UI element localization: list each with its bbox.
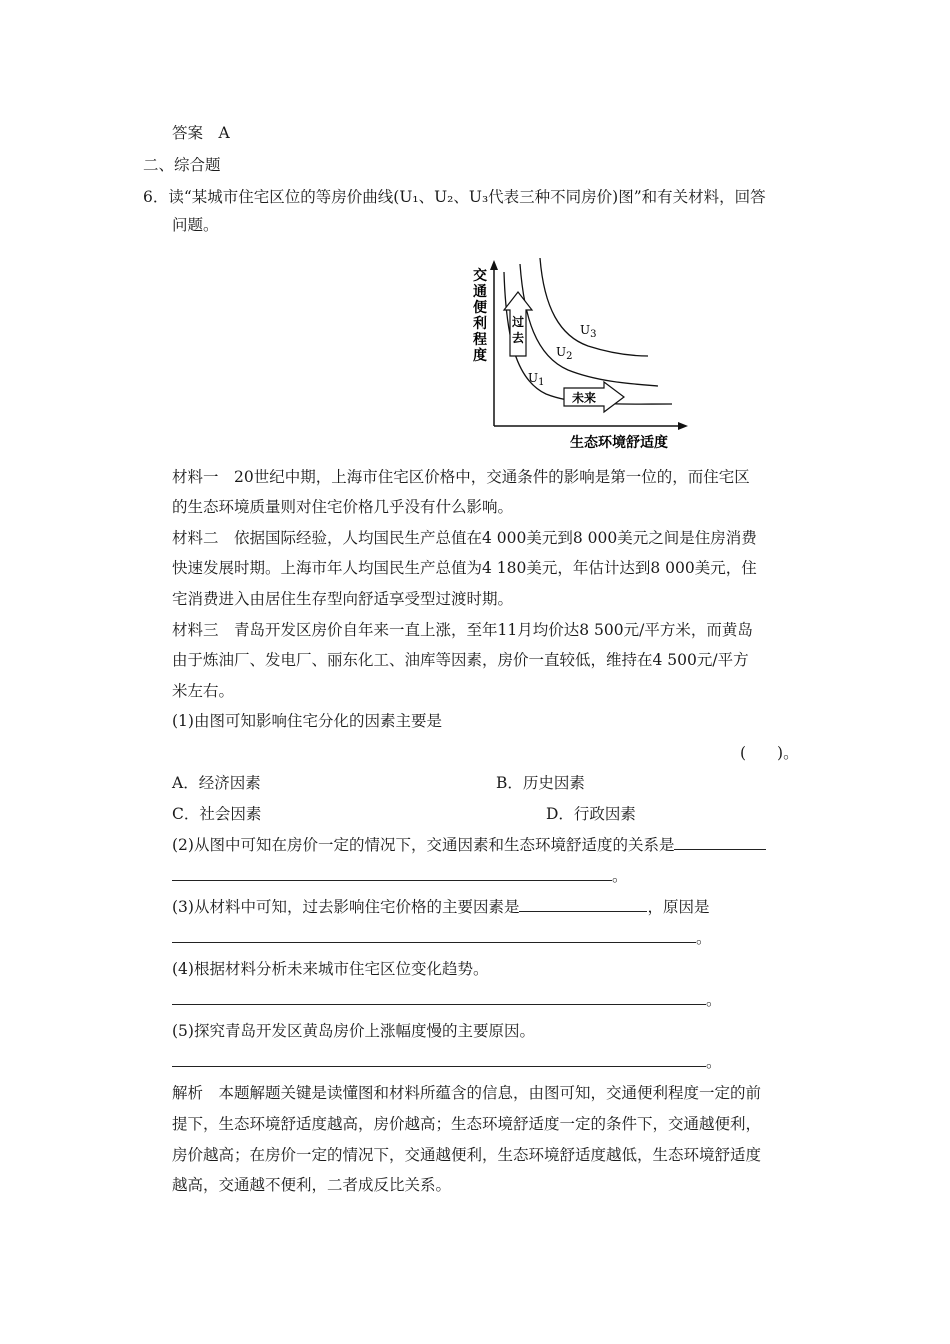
q4-text: (4)根据材料分析未来城市住宅区位变化趋势。	[172, 960, 489, 978]
analysis-line4: 越高，交通越不便利，二者成反比关系。	[172, 1176, 452, 1194]
q3-answer-blank-2[interactable]	[172, 928, 696, 943]
q1-option-b: B．历史因素	[496, 774, 585, 792]
past-arrow-label-char-2: 去	[511, 331, 525, 345]
y-axis-label-char-3: 便	[473, 300, 487, 316]
q5-text: (5)探究青岛开发区黄岛房价上涨幅度慢的主要原因。	[172, 1022, 535, 1040]
figure-svg	[468, 258, 692, 454]
q1-option-c: C．社会因素	[172, 805, 262, 823]
question-number: 6．	[143, 188, 169, 206]
question-stem-line1	[143, 187, 766, 207]
q4-end: 。	[706, 991, 722, 1009]
analysis-line3: 房价越高；在房价一定的情况下，交通越便利，生态环境舒适度越低，生态环境舒适度	[172, 1146, 762, 1164]
section-title: 二、综合题	[143, 156, 221, 174]
iso-price-curve-figure	[468, 258, 692, 454]
q2-answer-blank-1[interactable]	[674, 835, 766, 850]
analysis-line2: 提下，生态环境舒适度越高，房价越高；生态环境舒适度一定的条件下，交通越便利，	[172, 1115, 762, 1133]
q3-end: 。	[696, 929, 712, 947]
material-3-line2: 由于炼油厂、发电厂、丽东化工、油库等因素，房价一直较低，维持在4 500元/平方	[172, 651, 749, 669]
curve-label-u1: $U_1$	[528, 371, 545, 388]
answer-line: 答案 A	[172, 124, 230, 142]
q5-answer-blank[interactable]	[172, 1052, 706, 1067]
future-arrow-label: 未来	[571, 391, 597, 405]
material-3-line1: 材料三 青岛开发区房价自年来一直上涨，至年11月均价达8 500元/平方米，而黄岛	[172, 621, 753, 639]
q3-mid: ，原因是	[647, 898, 710, 916]
y-axis-arrowhead	[490, 260, 498, 270]
material-2-line3: 宅消费进入由居住生存型向舒适享受型过渡时期。	[172, 590, 514, 608]
q1-text: (1)由图可知影响住宅分化的因素主要是	[172, 712, 442, 730]
q2-line1	[172, 835, 766, 855]
q2-text: (2)从图中可知在房价一定的情况下，交通因素和生态环境舒适度的关系是	[172, 836, 675, 854]
q3-line1	[172, 897, 709, 917]
question-stem-line2: 问题。	[172, 216, 219, 234]
q3-line2	[172, 928, 712, 948]
y-axis-label-char-2: 通	[473, 284, 487, 300]
x-axis-arrowhead	[678, 422, 688, 430]
q1-option-a: A．经济因素	[172, 774, 261, 792]
y-axis-label-char-5: 程	[473, 332, 487, 348]
y-axis-label-char-1: 交	[473, 268, 487, 284]
material-2-line2: 快速发展时期。上海市年人均国民生产总值为4 180美元，年估计达到8 000美元，住	[172, 559, 757, 577]
q2-end: 。	[612, 867, 628, 885]
q5-line2	[172, 1052, 722, 1072]
q2-answer-blank-2[interactable]	[172, 866, 612, 881]
curve-u3	[540, 258, 648, 356]
y-axis-label-char-6: 度	[473, 348, 487, 364]
q4-line2	[172, 990, 722, 1010]
question-stem-text: 读“某城市住宅区位的等房价曲线(U₁、U₂、U₃代表三种不同房价)图”和有关材料，回答	[168, 188, 766, 206]
q5-end: 。	[706, 1053, 722, 1071]
material-1-line1: 材料一 20世纪中期，上海市住宅区价格中，交通条件的影响是第一位的，而住宅区	[172, 468, 750, 486]
x-axis-label: 生态环境舒适度	[570, 435, 668, 451]
material-1-line2: 的生态环境质量则对住宅价格几乎没有什么影响。	[172, 498, 514, 516]
curve-label-u2: $U_2$	[556, 345, 573, 362]
q3-answer-blank-1[interactable]	[519, 897, 647, 912]
q3-text: (3)从材料中可知，过去影响住宅价格的主要因素是	[172, 898, 520, 916]
q1-answer-bracket: ( )。	[740, 744, 799, 762]
q4-answer-blank[interactable]	[172, 990, 706, 1005]
y-axis-label-char-4: 利	[473, 316, 487, 332]
material-2-line1: 材料二 依据国际经验，人均国民生产总值在4 000美元到8 000美元之间是住房消费	[172, 529, 757, 547]
q1-option-d: D．行政因素	[546, 805, 636, 823]
material-3-line3: 米左右。	[172, 682, 235, 700]
analysis-line1: 解析 本题解题关键是读懂图和材料所蕴含的信息，由图可知，交通便利程度一定的前	[172, 1084, 762, 1102]
q2-line2	[172, 866, 628, 886]
past-arrow-label-char-1: 过	[511, 315, 525, 329]
curve-label-u3: $U_3$	[580, 323, 597, 340]
